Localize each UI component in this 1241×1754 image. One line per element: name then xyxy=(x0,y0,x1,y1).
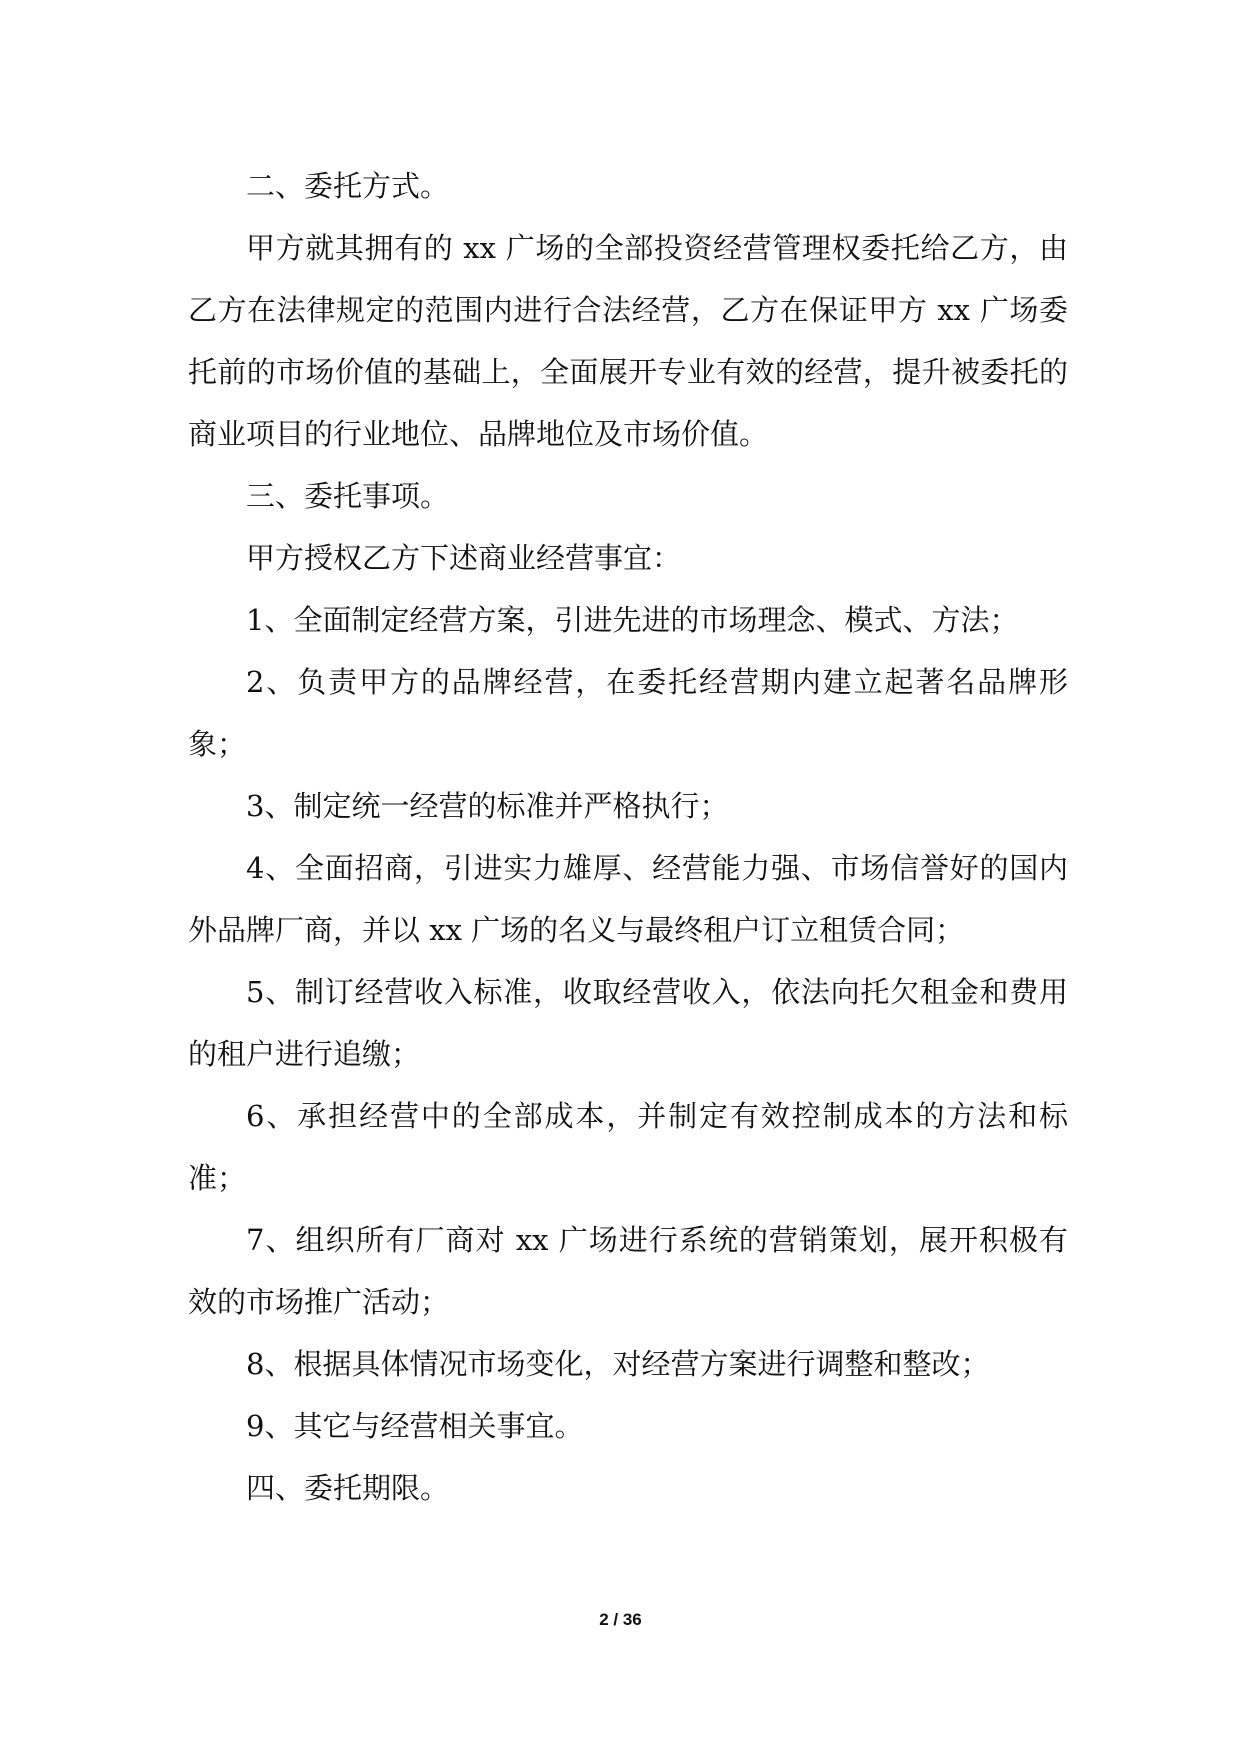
list-item-5: 5、制订经营收入标准，收取经营收入，依法向托欠租金和费用的租户进行追缴； xyxy=(188,975,1068,1071)
list-item-3: 3、制定统一经营的标准并严格执行； xyxy=(246,789,729,823)
paragraph-delegation-method: 甲方就其拥有的 xx 广场的全部投资经营管理权委托给乙方，由乙方在法律规定的范围内进行合法经营，乙方在保证甲方 xx 广场委托前的市场价值的基础上，全面展开专业有效的经营，提升被委托的商业项目的行业地位、品牌地位及市场价值。 xyxy=(188,231,1068,451)
page-number: 2 / 36 xyxy=(599,1610,642,1629)
section-heading-delegation-items: 三、委托事项。 xyxy=(246,479,450,513)
section-heading-delegation-method: 二、委托方式。 xyxy=(246,169,450,203)
list-item-6: 6、承担经营中的全部成本，并制定有效控制成本的方法和标准； xyxy=(188,1099,1068,1195)
list-item-9: 9、其它与经营相关事宜。 xyxy=(246,1409,584,1443)
paragraph-authorization-intro: 甲方授权乙方下述商业经营事宜： xyxy=(246,541,682,575)
list-item-2: 2、负责甲方的品牌经营，在委托经营期内建立起著名品牌形象； xyxy=(188,665,1068,761)
document-body xyxy=(188,155,1068,1519)
list-item-8: 8、根据具体情况市场变化，对经营方案进行调整和整改； xyxy=(246,1347,990,1381)
section-heading-delegation-term: 四、委托期限。 xyxy=(246,1471,450,1505)
list-item-4: 4、全面招商，引进实力雄厚、经营能力强、市场信誉好的国内外品牌厂商，并以 xx 广场的名义与最终租户订立租赁合同； xyxy=(188,851,1068,947)
list-item-1: 1、全面制定经营方案，引进先进的市场理念、模式、方法； xyxy=(246,603,1019,637)
list-item-7: 7、组织所有厂商对 xx 广场进行系统的营销策划，展开积极有效的市场推广活动； xyxy=(188,1223,1068,1319)
